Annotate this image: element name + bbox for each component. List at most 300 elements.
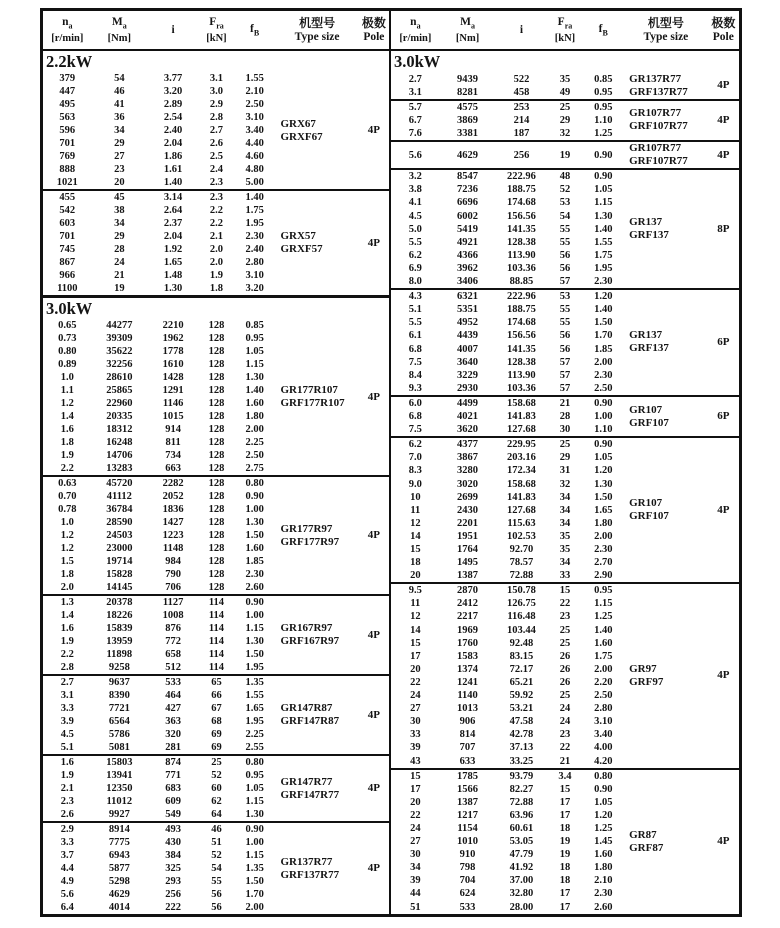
cell-fb: 1.00	[245, 837, 264, 849]
cell-fra: 114	[208, 623, 225, 635]
cell-i: 2052	[162, 491, 184, 503]
cell-ma: 29	[114, 231, 125, 243]
spec-row	[391, 72, 739, 85]
cell-i: 384	[165, 850, 181, 862]
spec-row	[43, 822, 390, 836]
cell-fra: 19	[559, 836, 571, 848]
type-size-cell	[624, 396, 708, 437]
cell-na: 44	[410, 888, 421, 900]
spec-row	[43, 476, 390, 490]
cell-ma: 814	[459, 729, 476, 741]
cell-na: 15	[410, 543, 421, 555]
pole-cell: 4P	[359, 595, 390, 675]
cell-i: 158.68	[507, 478, 536, 490]
cell-ma: 707	[459, 742, 476, 754]
header-row	[391, 11, 739, 50]
cell-ma: 14706	[106, 450, 133, 462]
cell-na: 6.9	[408, 262, 422, 274]
cell-ma: 2930	[457, 382, 479, 394]
pole-cell: 6P	[708, 289, 739, 396]
cell-na: 5.1	[408, 304, 422, 316]
cell-fra: 34	[559, 557, 571, 569]
cell-fra: 128	[208, 372, 225, 384]
cell-na: 6.8	[408, 343, 422, 355]
cell-ma: 1785	[440, 769, 496, 783]
cell-ma: 533	[459, 901, 476, 913]
cell-na: 1.6	[43, 755, 92, 769]
cell-na: 7.0	[408, 452, 422, 464]
power-rating-label: 2.2kW	[46, 52, 93, 72]
type-size-cell	[624, 437, 708, 583]
cell-ma: 1764	[457, 543, 479, 555]
cell-ma: 4366	[457, 249, 479, 261]
col-header-i	[495, 11, 547, 50]
cell-fb: 5.00	[245, 177, 264, 189]
cell-fra: 52	[211, 850, 222, 862]
cell-ma: 2430	[457, 504, 479, 516]
cell-na: 5.5	[408, 317, 422, 329]
cell-fb: 0.90	[582, 169, 624, 183]
cell-na: 18	[410, 557, 421, 569]
cell-i: 430	[165, 837, 181, 849]
cell-i: 72.17	[509, 663, 534, 675]
cell-i: 188.75	[507, 304, 536, 316]
header-symbol: i	[171, 24, 175, 37]
header-unit: [r/min]	[399, 33, 432, 45]
cell-fra: 35	[559, 543, 571, 555]
pole-cell: 4P	[367, 390, 380, 403]
type-size-cell	[624, 289, 708, 396]
cell-fb: 2.50	[245, 99, 264, 111]
cell-na: 455	[43, 190, 92, 204]
cell-na: 22	[410, 676, 421, 688]
cell-fb: 1.55	[245, 690, 264, 702]
cell-ma: 1495	[457, 557, 479, 569]
cell-fra: 31	[559, 465, 571, 477]
cell-fb: 3.40	[594, 729, 613, 741]
cell-ma: 1217	[457, 809, 479, 821]
cell-i: 663	[165, 463, 181, 475]
cell-ma: 2412	[457, 598, 479, 610]
cell-fb: 4.40	[245, 138, 264, 150]
cell-i: 222.96	[495, 289, 547, 303]
cell-na: 30	[410, 849, 421, 861]
cell-ma: 3381	[457, 127, 479, 139]
cell-i: 187	[513, 127, 530, 139]
cell-na: 379	[59, 73, 76, 85]
cell-i: 293	[165, 876, 181, 888]
cell-na: 9.3	[408, 382, 422, 394]
header-unit: [kN]	[206, 33, 227, 45]
cell-na: 1.3	[43, 595, 92, 609]
cell-i: 914	[165, 424, 181, 436]
cell-fb: 1.30	[245, 636, 264, 648]
cell-ma: 15839	[106, 623, 133, 635]
type-size-line: GRF177R97	[280, 535, 340, 548]
cell-fra: 128	[208, 359, 225, 371]
cell-ma: 2201	[457, 517, 479, 529]
cell-fb: 1.95	[245, 716, 264, 728]
cell-fra: 55	[211, 876, 222, 888]
cell-ma: 8390	[108, 690, 130, 702]
cell-ma: 35622	[106, 346, 133, 358]
power-section-row	[43, 297, 390, 320]
cell-ma: 5298	[108, 876, 130, 888]
cell-fb: 1.15	[245, 850, 264, 862]
cell-ma: 13959	[106, 636, 133, 648]
header-unit: [r/min]	[51, 33, 84, 45]
cell-na: 2.2	[60, 649, 74, 661]
cell-na: 15	[410, 637, 421, 649]
cell-ma: 1951	[457, 530, 479, 542]
cell-ma: 11012	[106, 796, 133, 808]
cell-ma: 45720	[92, 476, 148, 490]
cell-na: 17	[410, 650, 421, 662]
cell-i: 65.21	[509, 676, 534, 688]
cell-fra: 56	[211, 889, 222, 901]
cell-fra: 35	[559, 73, 571, 85]
col-header-type-size	[275, 11, 358, 50]
cell-fb: 0.95	[582, 100, 624, 114]
cell-i: 3.20	[163, 86, 183, 98]
cell-ma: 20	[114, 177, 125, 189]
cell-fra: 128	[208, 543, 225, 555]
cell-fb: 2.90	[594, 570, 613, 582]
cell-na: 701	[59, 138, 76, 150]
cell-i: 127.68	[507, 424, 536, 436]
cell-na: 1.9	[60, 636, 74, 648]
spec-row	[43, 755, 390, 769]
cell-i: 113.90	[507, 249, 536, 261]
cell-fra: 29	[559, 114, 571, 126]
cell-fb: 1.75	[594, 249, 613, 261]
cell-ma: 28590	[106, 517, 133, 529]
cell-ma: 4921	[457, 236, 479, 248]
cell-na: 1.6	[60, 424, 74, 436]
pole-cell: 4P	[367, 124, 380, 137]
spec-row	[43, 319, 390, 332]
cell-fra: 65	[199, 675, 234, 689]
cell-fb: 1.30	[245, 809, 264, 821]
header-unit: [kN]	[554, 33, 576, 45]
cell-fra: 29	[559, 452, 571, 464]
cell-fra: 25	[199, 755, 234, 769]
cell-i: 1610	[162, 359, 184, 371]
cell-na: 2.7	[43, 675, 92, 689]
cell-fb: 0.90	[582, 396, 624, 410]
cell-fra: 66	[211, 690, 222, 702]
cell-fra: 2.3	[209, 177, 224, 189]
cell-i: 88.85	[509, 276, 534, 288]
cell-fra: 114	[208, 662, 225, 674]
cell-fb: 0.95	[582, 583, 624, 597]
cell-fra: 2.3	[199, 190, 234, 204]
cell-fb: 3.10	[245, 112, 264, 124]
cell-ma: 21	[114, 270, 125, 282]
cell-fb: 2.00	[245, 902, 264, 914]
cell-i: 126.75	[507, 598, 536, 610]
cell-fb: 1.80	[245, 411, 264, 423]
cell-na: 12	[410, 517, 421, 529]
cell-ma: 1387	[457, 570, 479, 582]
cell-fb: 0.85	[245, 320, 264, 332]
cell-i: 53.21	[509, 703, 534, 715]
cell-fb: 1.40	[594, 304, 613, 316]
cell-fb: 2.55	[245, 742, 264, 754]
pole-cell: 4P	[359, 675, 390, 755]
cell-fb: 1.30	[245, 517, 264, 529]
cell-i: 32.80	[509, 888, 534, 900]
cell-fra: 128	[208, 346, 225, 358]
type-size-cell	[275, 755, 358, 822]
cell-fra: 128	[208, 582, 225, 594]
cell-na: 2.6	[60, 809, 74, 821]
cell-fra: 48	[548, 169, 583, 183]
cell-ma: 54	[114, 73, 125, 85]
cell-i: 103.36	[507, 262, 536, 274]
pole-cell: 4P	[708, 769, 739, 915]
cell-fra: 1.9	[209, 270, 224, 282]
spec-row	[43, 595, 390, 609]
cell-fb: 1.95	[245, 662, 264, 674]
header-zh-label: 机型号	[299, 16, 336, 31]
cell-ma: 7236	[457, 184, 479, 196]
cell-i: 63.96	[509, 809, 534, 821]
cell-ma: 24503	[106, 530, 133, 542]
spec-row	[391, 396, 739, 410]
cell-fra: 18	[559, 823, 571, 835]
cell-ma: 624	[459, 888, 476, 900]
cell-ma: 20378	[92, 595, 148, 609]
cell-na: 0.78	[58, 504, 77, 516]
cell-fra: 18	[559, 862, 571, 874]
cell-fra: 19	[548, 141, 583, 169]
cell-na: 4.9	[60, 876, 74, 888]
cell-fb: 2.50	[594, 690, 613, 702]
cell-fb: 0.90	[594, 783, 613, 795]
cell-fra: 15	[548, 583, 583, 597]
cell-fra: 3.1	[209, 73, 224, 85]
cell-fra: 25	[559, 690, 571, 702]
cell-na: 6.7	[408, 114, 422, 126]
header-row	[43, 11, 390, 50]
cell-fra: 57	[559, 356, 571, 368]
col-header-ma	[92, 11, 148, 50]
cell-fra: 114	[199, 595, 234, 609]
cell-fra: 53	[559, 197, 571, 209]
cell-fra: 128	[208, 569, 225, 581]
pole-cell: 4P	[717, 79, 730, 92]
cell-na: 5.1	[60, 742, 74, 754]
cell-i: 1.86	[163, 151, 183, 163]
cell-fra: 34	[559, 517, 571, 529]
type-size-line: GR147R87	[280, 702, 333, 715]
cell-fra: 19	[559, 849, 571, 861]
cell-ma: 4014	[108, 902, 130, 914]
type-size-line: GRF97	[629, 675, 664, 688]
cell-fb: 4.00	[594, 742, 613, 754]
cell-i: 128.38	[507, 356, 536, 368]
cell-ma: 4007	[457, 343, 479, 355]
cell-i: 1962	[162, 333, 184, 345]
cell-fb: 0.85	[594, 73, 613, 85]
cell-fb: 1.60	[594, 637, 613, 649]
cell-fb: 1.35	[245, 863, 264, 875]
col-header-na	[391, 11, 440, 50]
cell-fb: 1.50	[594, 317, 613, 329]
cell-fb: 4.20	[594, 755, 613, 767]
cell-fb: 2.30	[594, 276, 613, 288]
cell-fb: 2.00	[594, 356, 613, 368]
cell-fra: 2.0	[209, 244, 224, 256]
cell-fra: 128	[208, 411, 225, 423]
cell-na: 0.80	[58, 346, 77, 358]
cell-ma: 28610	[106, 372, 133, 384]
cell-fra: 128	[199, 476, 234, 490]
cell-na: 966	[59, 270, 76, 282]
header-unit: [Nm]	[455, 33, 480, 45]
cell-fb: 2.25	[245, 729, 264, 741]
cell-i: 2.40	[163, 125, 183, 137]
cell-i: 876	[165, 623, 181, 635]
cell-fra: 128	[208, 333, 225, 345]
cell-i: 60.61	[509, 823, 534, 835]
cell-na: 3.3	[60, 703, 74, 715]
cell-i: 2.89	[163, 99, 183, 111]
cell-fra: 128	[208, 385, 225, 397]
cell-na: 1.8	[60, 437, 74, 449]
cell-fb: 1.00	[594, 411, 613, 423]
cell-na: 603	[59, 218, 76, 230]
cell-ma: 6943	[108, 850, 130, 862]
cell-fb: 1.80	[594, 862, 613, 874]
cell-i: 1223	[162, 530, 184, 542]
cell-na: 867	[59, 257, 76, 269]
cell-na: 6.0	[391, 396, 440, 410]
header-zh-label: 极数	[711, 16, 736, 31]
col-header-type-size	[624, 11, 708, 50]
cell-fb: 0.95	[594, 86, 613, 98]
cell-fb: 0.80	[582, 769, 624, 783]
cell-fra: 62	[211, 796, 222, 808]
cell-ma: 3962	[457, 262, 479, 274]
cell-fra: 2.2	[209, 205, 224, 217]
cell-i: 214	[513, 114, 530, 126]
cell-na: 596	[59, 125, 76, 137]
cell-fra: 128	[208, 504, 225, 516]
cell-i: 93.79	[495, 769, 547, 783]
cell-fb: 1.15	[245, 359, 264, 371]
cell-na: 6.8	[408, 411, 422, 423]
cell-fra: 114	[208, 649, 225, 661]
cell-i: 2.04	[163, 138, 183, 150]
cell-fb: 2.50	[245, 450, 264, 462]
cell-na: 7.5	[408, 424, 422, 436]
cell-i: 683	[165, 783, 181, 795]
cell-ma: 28	[114, 244, 125, 256]
cell-fra: 2.6	[209, 138, 224, 150]
cell-fra: 2.9	[209, 99, 224, 111]
cell-fb: 1.25	[594, 127, 613, 139]
cell-na: 1.4	[60, 610, 74, 622]
cell-ma: 8914	[92, 822, 148, 836]
cell-na: 4.5	[408, 210, 422, 222]
cell-fra: 2.4	[209, 164, 224, 176]
cell-ma: 3620	[457, 424, 479, 436]
type-size-line: GRF147R87	[280, 715, 340, 728]
cell-na: 3.7	[60, 850, 74, 862]
cell-ma: 34	[114, 125, 125, 137]
cell-fb: 2.30	[245, 569, 264, 581]
cell-ma: 19	[114, 283, 125, 295]
spec-table-right	[391, 11, 739, 914]
cell-i: 92.70	[509, 543, 534, 555]
cell-fb: 1.30	[245, 372, 264, 384]
cell-fra: 128	[208, 517, 225, 529]
cell-fra: 2.8	[209, 112, 224, 124]
cell-fra: 18	[559, 875, 571, 887]
cell-i: 256	[165, 889, 181, 901]
cell-i: 141.35	[507, 223, 536, 235]
cell-fb: 1.25	[594, 611, 613, 623]
cell-na: 1.9	[60, 770, 74, 782]
cell-fra: 25	[548, 437, 583, 451]
cell-fb: 3.20	[245, 283, 264, 295]
cell-ma: 1154	[457, 823, 478, 835]
cell-fb: 1.35	[234, 675, 276, 689]
cell-na: 542	[59, 205, 76, 217]
cell-fra: 55	[559, 223, 571, 235]
cell-na: 2.0	[60, 582, 74, 594]
cell-ma: 5081	[108, 742, 130, 754]
cell-fb: 1.15	[594, 598, 613, 610]
cell-ma: 15828	[106, 569, 133, 581]
cell-na: 2.9	[43, 822, 92, 836]
cell-na: 39	[410, 875, 421, 887]
header-zh-label: 机型号	[647, 16, 684, 31]
cell-ma: 19714	[106, 556, 133, 568]
cell-na: 24	[410, 823, 421, 835]
cell-fra: 56	[559, 343, 571, 355]
cell-ma: 2699	[457, 491, 479, 503]
cell-na: 24	[410, 690, 421, 702]
cell-ma: 1760	[457, 637, 479, 649]
cell-fra: 46	[199, 822, 234, 836]
cell-i: 2.37	[163, 218, 183, 230]
cell-i: 116.48	[507, 611, 536, 623]
cell-i: 47.58	[509, 716, 534, 728]
cell-fra: 55	[559, 236, 571, 248]
cell-na: 0.63	[43, 476, 92, 490]
cell-fb: 3.10	[594, 716, 613, 728]
cell-na: 2.2	[60, 463, 74, 475]
cell-i: 188.75	[507, 184, 536, 196]
cell-fra: 128	[208, 463, 225, 475]
cell-fb: 1.95	[594, 262, 613, 274]
cell-ma: 45	[92, 190, 148, 204]
spec-row	[43, 72, 390, 85]
cell-i: 33.25	[509, 755, 534, 767]
cell-fb: 1.60	[594, 849, 613, 861]
cell-ma: 8547	[440, 169, 496, 183]
type-size-cell	[275, 72, 358, 190]
cell-ma: 38	[114, 205, 125, 217]
cell-fra: 25	[559, 637, 571, 649]
cell-i: 2.04	[163, 231, 183, 243]
cell-fra: 2.5	[209, 151, 224, 163]
cell-ma: 3020	[457, 478, 479, 490]
cell-fb: 1.50	[245, 649, 264, 661]
